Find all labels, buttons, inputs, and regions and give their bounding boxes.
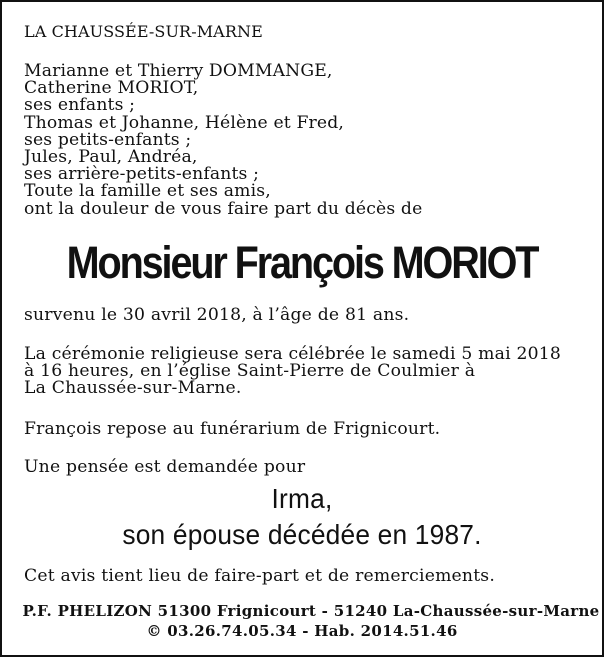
family-line: Thomas et Johanne, Hélène et Fred, (24, 112, 344, 133)
ceremony-paragraph (24, 346, 561, 398)
family-list (24, 63, 422, 218)
deceased-name: Monsieur François MORIOT (66, 237, 538, 288)
family-line: ses petits-enfants ; (24, 129, 192, 150)
ceremony-line: La cérémonie religieuse sera célébrée le samedi 5 mai 2018 (24, 344, 562, 364)
phone-line: © 03.26.74.05.34 - Hab. 2014.51.46 (146, 622, 458, 640)
family-line: ont la douleur de vous faire part du décès de (24, 198, 423, 219)
resting-place-line: François repose au funérarium de Frignicourt. (24, 419, 441, 439)
family-line: ses arrière-petits-enfants ; (24, 164, 260, 185)
death-date-line: survenu le 30 avril 2018, à l’âge de 81 ans. (24, 305, 410, 325)
ceremony-line: à 16 heures, en l’église Saint-Pierre de Coulmier à (24, 361, 476, 382)
funeral-home-line: P.F. PHELIZON 51300 Frignicourt - 51240 La-Chaussée-sur-Marne (22, 602, 600, 620)
ceremony-line: La Chaussée-sur-Marne. (24, 378, 242, 399)
acknowledgement-line: Cet avis tient lieu de faire-part et de remerciements. (24, 566, 495, 586)
remembered-name: Irma, (271, 483, 333, 514)
family-line: ses enfants ; (24, 95, 136, 116)
family-line: Marianne et Thierry DOMMANGE, (24, 61, 333, 81)
remembered-detail: son épouse décédée en 1987. (122, 519, 482, 550)
family-line: Catherine MORIOT, (24, 78, 199, 99)
family-line: Jules, Paul, Andréa, (24, 147, 198, 168)
notice-location: LA CHAUSSÉE-SUR-MARNE (24, 22, 263, 41)
family-line: Toute la famille et ses amis, (24, 181, 271, 202)
thought-line: Une pensée est demandée pour (24, 457, 306, 477)
